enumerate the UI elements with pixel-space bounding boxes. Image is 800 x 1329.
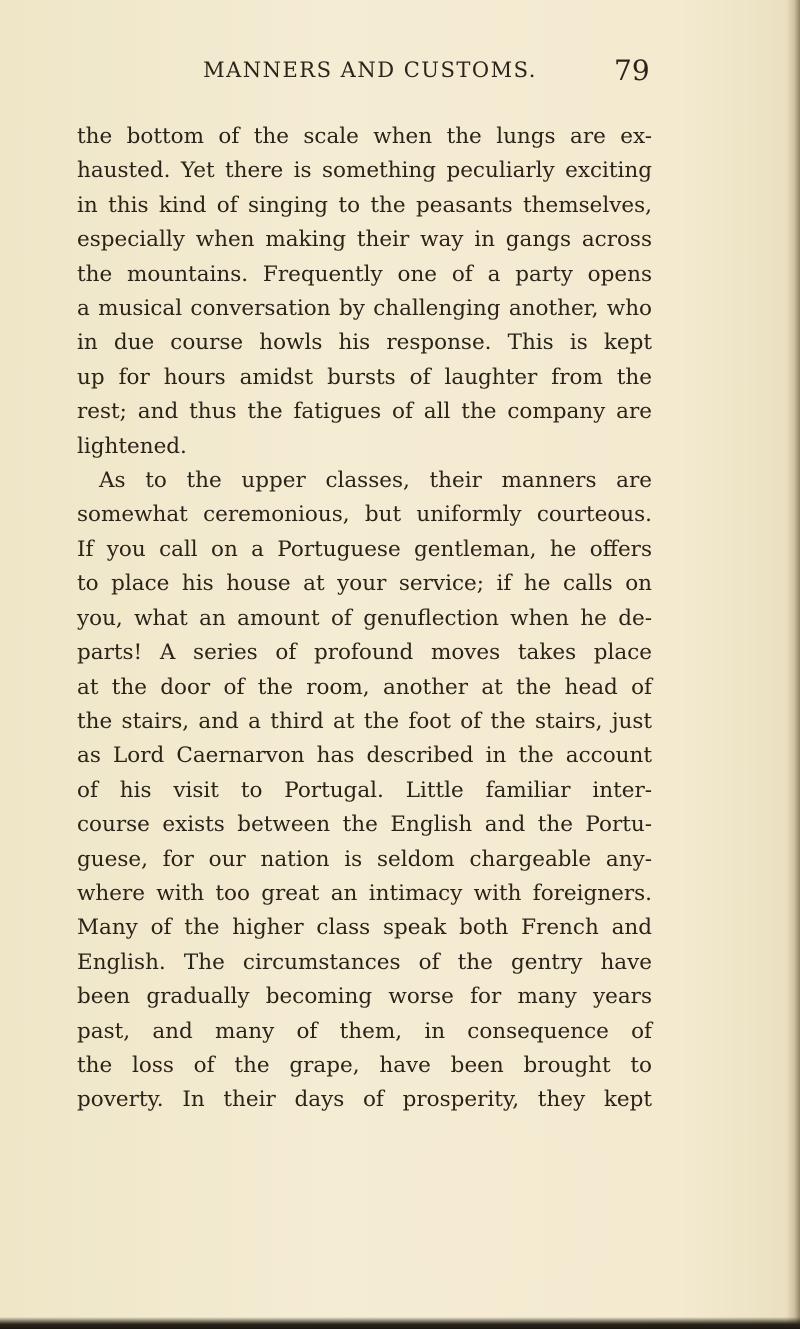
text-line: guese, for our nation is seldom chargeable any- [77, 846, 652, 872]
text-line: been gradually becoming worse for many years [77, 984, 652, 1010]
text-line: the stairs, and a third at the foot of the stairs, just [77, 708, 652, 734]
page-header [0, 54, 800, 98]
text-line: past, and many of them, in consequence of [77, 1018, 652, 1044]
text-line: up for hours amidst bursts of laughter from the [77, 364, 652, 390]
text-line: lightened. [77, 433, 187, 459]
paragraph-1 [77, 120, 652, 464]
text-line: where with too great an intimacy with foreigners. [77, 880, 652, 906]
text-line: especially when making their way in gangs across [77, 227, 652, 253]
text-line: to place his house at your service; if he calls on [77, 571, 652, 597]
text-line: Many of the higher class speak both French and [77, 915, 652, 941]
body-text [77, 120, 652, 1118]
text-line: English. The circumstances of the gentry have [77, 949, 652, 975]
paragraph-2 [77, 464, 652, 1118]
text-line: the bottom of the scale when the lungs are ex- [77, 124, 652, 149]
text-line: in this kind of singing to the peasants themselves, [77, 192, 652, 218]
page-edge-shadow [786, 0, 800, 1329]
text-line: poverty. In their days of prosperity, they kept [77, 1087, 652, 1113]
text-line: in due course howls his response. This is kept [77, 330, 652, 356]
text-line: of his visit to Portugal. Little familiar inter- [77, 777, 652, 803]
text-line: parts! A series of profound moves takes place [77, 640, 652, 666]
text-line: at the door of the room, another at the head of [77, 674, 652, 700]
text-line: you, what an amount of genuflection when he de- [77, 605, 652, 631]
text-line: a musical conversation by challenging another, who [77, 296, 652, 322]
page-number: 79 [614, 54, 650, 87]
text-line: somewhat ceremonious, but uniformly courteous. [77, 502, 652, 528]
text-line: the loss of the grape, have been brought to [77, 1052, 652, 1078]
text-line: hausted. Yet there is something peculiarly exciting [77, 158, 652, 184]
page-bottom-edge [0, 1317, 800, 1329]
text-line: rest; and thus the fatigues of all the company are [77, 399, 652, 425]
text-line: As to the upper classes, their manners are [99, 468, 652, 494]
running-title: MANNERS AND CUSTOMS. [203, 58, 537, 82]
text-line: the mountains. Frequently one of a party opens [77, 261, 652, 287]
text-line: as Lord Caernarvon has described in the account [77, 743, 652, 769]
text-line: course exists between the English and the Portu- [77, 812, 652, 838]
text-line: If you call on a Portuguese gentleman, he offers [77, 536, 652, 562]
